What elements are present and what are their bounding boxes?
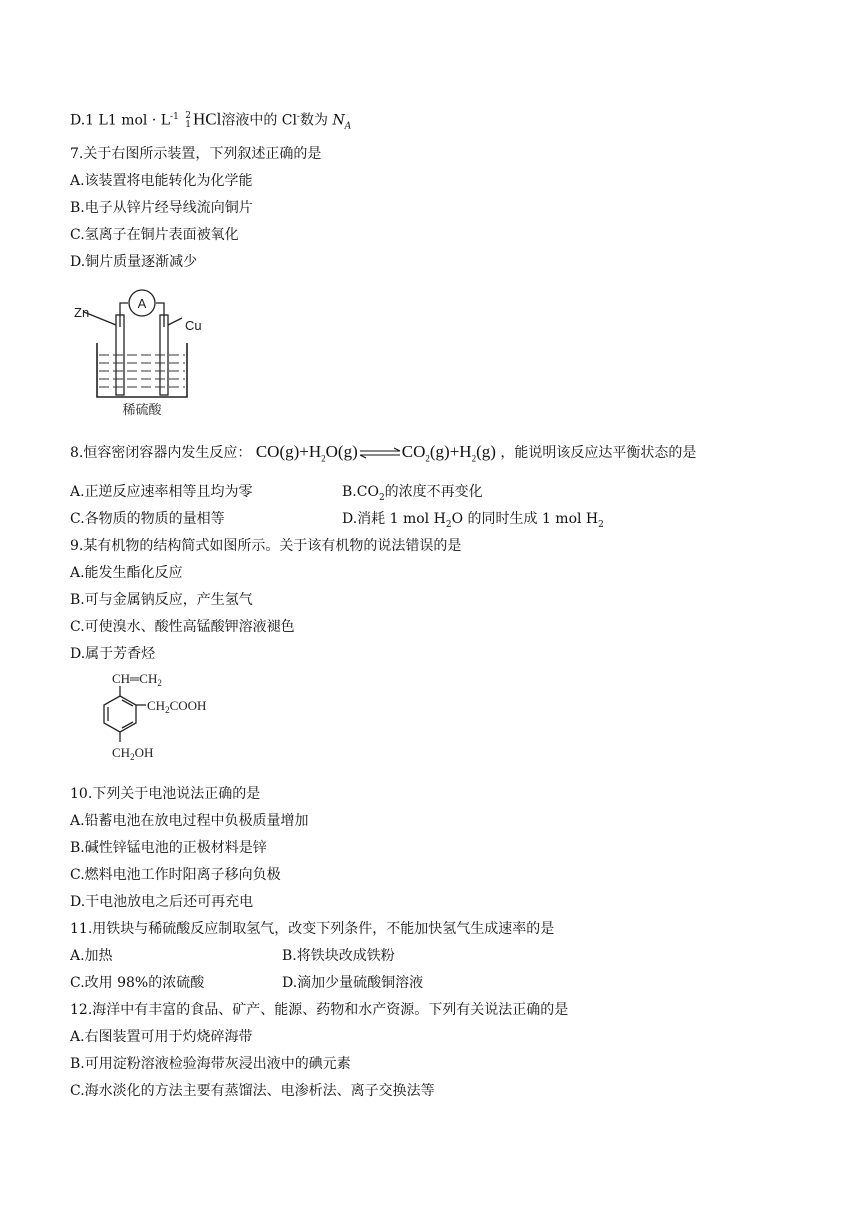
eq-plus1: +	[299, 442, 309, 461]
ammeter-label: A	[137, 296, 147, 311]
eq-co: CO	[255, 442, 280, 461]
equilibrium-arrow-icon	[358, 446, 402, 460]
q12-option-b: B.可用淀粉溶液检验海带灰浸出液中的碘元素	[70, 1056, 351, 1072]
q8-d-sub: 2	[445, 519, 452, 530]
q6-d-atomic-number: 1	[185, 119, 191, 130]
bottom-group-label: $CH_2OH$	[112, 745, 154, 762]
eq-o: O	[325, 442, 338, 461]
q10-stem: 10.下列关于电池说法正确的是	[70, 786, 261, 802]
q11-stem: 11.用铁块与稀硫酸反应制取氢气，改变下列条件，不能加快氢气生成速率的是	[70, 921, 555, 937]
cu-label: Cu	[185, 318, 202, 333]
eq-plus2: +	[449, 442, 460, 461]
top-group-label: $CH═CH_2$	[112, 671, 162, 688]
q10-option-b: B.碱性锌锰电池的正极材料是锌	[70, 840, 267, 856]
q8-option-a: A.正逆反应速率相等且均为零	[70, 484, 253, 500]
q8-stem	[70, 443, 696, 467]
q11-option-a: A.加热	[70, 948, 113, 964]
eq-g3: (g)	[429, 442, 450, 461]
eq-co2-sub: 2	[425, 453, 430, 464]
q12-option-a: A.右图装置可用于灼烧碎海带	[70, 1029, 253, 1045]
q6-d-hcl: HCl	[193, 109, 222, 129]
q7-option-a: A.该装置将电能转化为化学能	[70, 173, 253, 189]
q10-option-d: D.干电池放电之后还可再充电	[70, 894, 254, 910]
eq-g2: (g)	[337, 442, 358, 461]
q8-b-prefix: B.CO	[342, 484, 379, 500]
q6-d-tail: 数为	[300, 112, 329, 129]
q8-stem-suffix: ，能说明该反应达平衡状态的是	[500, 445, 697, 461]
right-group-label: $CH_2COOH$	[147, 698, 207, 715]
eq-h2-sub: 2	[471, 453, 477, 464]
q6-d-minus: -	[296, 112, 301, 122]
q7-option-d: D.铜片质量逐渐减少	[70, 254, 198, 270]
q11-option-c: C.改用 98%的浓硫酸	[70, 975, 205, 991]
electrolyte-label: 稀硫酸	[122, 403, 162, 417]
eq-h2: H	[459, 442, 472, 461]
q9-option-d: D.属于芳香烃	[70, 646, 156, 662]
q6-d-exp: -1	[170, 112, 179, 122]
q6-d-isotope	[185, 112, 191, 130]
eq-h: H	[308, 442, 322, 461]
q8-d-mid: O 的同时生成 1 mol H	[451, 511, 599, 527]
q11-option-b: B.将铁块改成铁粉	[282, 948, 395, 964]
q11-option-d: D.滴加少量硫酸铜溶液	[282, 975, 424, 991]
q6-d-na-sub: A	[344, 121, 352, 132]
q8-d-prefix: D.消耗 1 mol H	[342, 511, 446, 527]
q6-d-na: N	[332, 112, 345, 129]
eq-g1: (g)	[279, 442, 300, 461]
q8-option-c: C.各物质的物质的量相等	[70, 511, 225, 527]
q7-option-c: C.氢离子在铜片表面被氧化	[70, 227, 239, 243]
q10-option-a: A.铅蓄电池在放电过程中负极质量增加	[70, 813, 309, 829]
electrolyte-lines	[99, 355, 185, 387]
q6-d-mid: 溶液中的 Cl	[221, 112, 297, 129]
q8-equation	[255, 442, 496, 464]
q8-stem-prefix: 8.恒容密闭容器内发生反应：	[70, 445, 252, 461]
q8-b-sub: 2	[378, 492, 385, 503]
q8-d-sub2: 2	[598, 519, 604, 530]
q7-stem: 7.关于右图所示装置，下列叙述正确的是	[70, 146, 322, 162]
benzene-ring	[104, 686, 146, 742]
q7-option-b: B.电子从锌片经导线流向铜片	[70, 200, 253, 216]
galvanic-cell-figure	[72, 285, 212, 417]
q6-d-mass-number: 2	[185, 110, 191, 121]
zn-label: Zn	[74, 305, 90, 320]
beaker	[97, 343, 187, 397]
q12-stem: 12.海洋中有丰富的食品、矿产、能源、药物和水产资源。下列有关说法正确的是	[70, 1002, 569, 1018]
q9-option-a: A.能发生酯化反应	[70, 565, 183, 581]
q8-option-b	[342, 483, 483, 507]
q10-option-c: C.燃料电池工作时阳离子移向负极	[70, 867, 281, 883]
q9-stem: 9.某有机物的结构简式如图所示。关于该有机物的说法错误的是	[70, 538, 462, 554]
q9-option-c: C.可使溴水、酸性高锰酸钾溶液褪色	[70, 619, 295, 635]
eq-g4: (g)	[476, 442, 496, 461]
structural-formula-figure	[90, 670, 250, 770]
eq-co2: CO	[401, 442, 426, 461]
q8-option-d	[342, 510, 604, 534]
q12-option-c: C.海水淡化的方法主要有蒸馏法、电渗析法、离子交换法等	[70, 1083, 435, 1099]
eq-h2o-sub: 2	[321, 453, 326, 464]
q9-option-b: B.可与金属钠反应，产生氢气	[70, 592, 253, 608]
q6-d-prefix: D.1 L1 mol · L	[70, 112, 171, 129]
q8-b-suffix: 的浓度不再变化	[384, 484, 483, 500]
cu-pointer	[168, 318, 182, 325]
q6-option-d	[70, 108, 351, 135]
